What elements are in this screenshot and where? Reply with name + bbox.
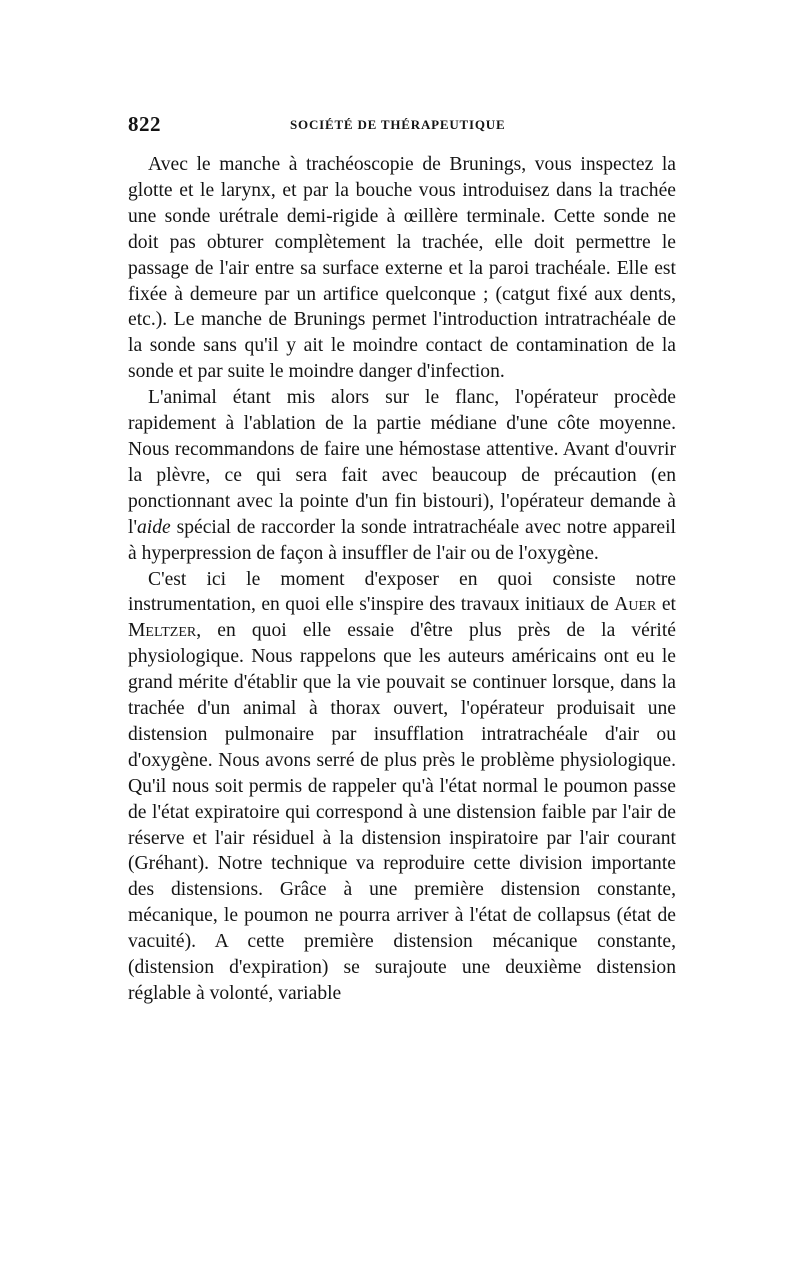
running-head: SOCIÉTÉ DE THÉRAPEUTIQUE	[290, 117, 506, 132]
paragraph-3-text-a: C'est ici le moment d'exposer en quoi consiste notre instrumentation, en quoi elle s'inspire des travaux initiaux de	[128, 568, 676, 616]
italic-word: aide	[136, 516, 171, 538]
body-text	[128, 152, 676, 1007]
author-name-meltzer: Meltzer	[128, 620, 197, 642]
paragraph-3-text-c: , en quoi elle essaie d'être plus près de la vérité physiologique. Nous rappelons que les auteurs américains ont eu le grand mérite d'établir que la vie pouvait se continuer lorsque, dans la trachée d'un animal à thorax ouvert, l'opérateur produisait une distension pulmonaire par insufflation intratrachéale d'air ou d'oxygène. Nous avons serré de plus près le problème physiologique. Qu'il nous soit permis de rappeler qu'à l'état normal le poumon passe de l'état expiratoire qui correspond à une distension faible par l'air de réserve et l'air résiduel à la distension inspiratoire par l'air courant (Gréhant). Notre technique va reproduire cette division importante des distensions. Grâce à une première distension constante, mécanique, le poumon ne pourra arriver à l'état de collapsus (état de vacuité). A cette première distension mécanique constante, (distension d'expiration) se surajoute une deuxième distension réglable à volonté, variable	[128, 620, 676, 1004]
paragraph-2-text-a: L'animal étant mis alors sur le flanc, l'opérateur procède rapidement à l'ablation de la partie médiane d'une côte moyenne. Nous recommandons de faire une hémostase attentive. Avant d'ouvrir la plèvre, ce qui sera fait avec beaucoup de précaution (en ponctionnant avec la pointe d'un fin bistouri), l'opérateur demande à l'	[128, 387, 676, 538]
paragraph-2	[128, 385, 676, 566]
page-number: 822	[128, 112, 161, 136]
author-name-auer: Auer	[614, 594, 657, 616]
paragraph-3	[128, 567, 676, 1007]
paragraph-1-text: Avec le manche à trachéoscopie de Brunings, vous inspectez la glotte et le larynx, et par la bouche vous introduisez dans la trachée une sonde urétrale demi-rigide à œillère terminale. Cette sonde ne doit pas obturer complètement la trachée, elle doit permettre le passage de l'air entre sa surface externe et la paroi trachéale. Elle est fixée à demeure par un artifice quelconque ; (catgut fixé aux dents, etc.). Le manche de Brunings permet l'introduction intratrachéale de la sonde sans qu'il y ait le moindre contact de contamination de la sonde et par suite le moindre danger d'infection.	[128, 154, 676, 383]
page-header	[128, 112, 676, 142]
paragraph-1	[128, 152, 676, 385]
paragraph-2-text-b: spécial de raccorder la sonde intratrachéale avec notre appareil à hyperpression de façon à insuffler de l'air ou de l'oxygène.	[128, 516, 676, 564]
paragraph-3-text-b: et	[656, 594, 676, 616]
